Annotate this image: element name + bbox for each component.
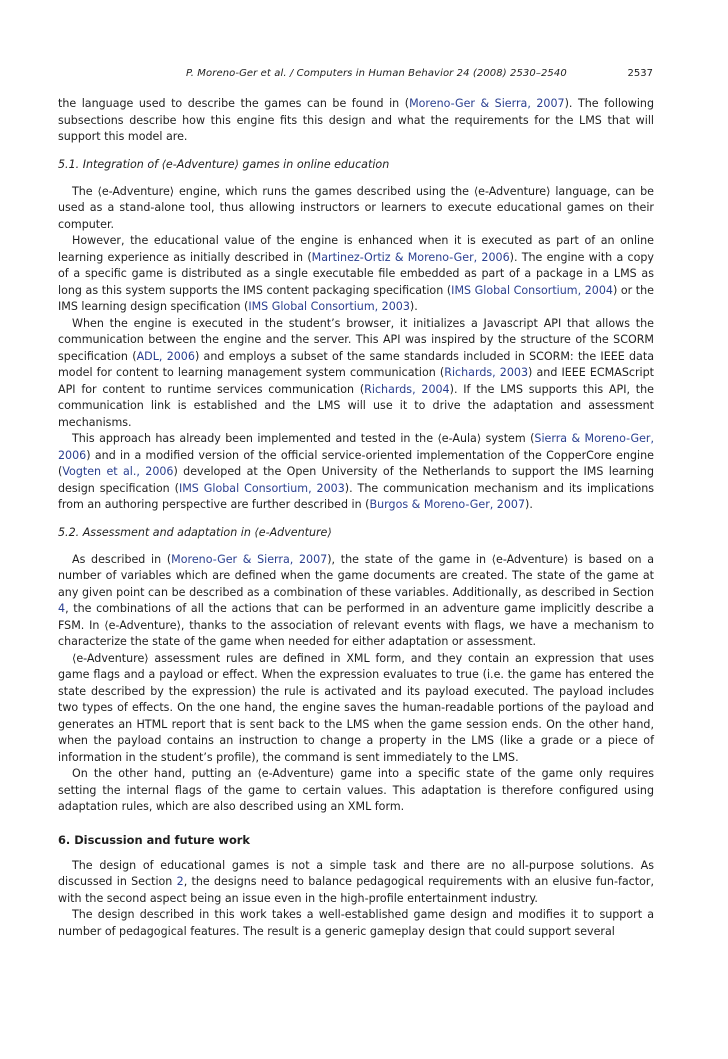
text-span: the language used to describe the games can be found in (: [58, 97, 410, 110]
paragraph: [58, 552, 654, 651]
paragraph: [58, 233, 654, 316]
section-reference-link[interactable]: 4: [58, 602, 66, 615]
paragraph: On the other hand, putting an ⟨e-Adventure⟩ game into a specific state of the game only requires setting the internal flags of the game to certain values. This adaptation is therefore configured using adaptation rules, which are also described using an XML form.: [58, 767, 654, 813]
citation-link[interactable]: Vogten et al., 2006: [62, 465, 174, 478]
text-span: ). The engine with a copy of a specific game is distributed as a single executable file embedded as part of a package in a LMS as long as this system supports the IMS content packaging specification (: [58, 250, 654, 297]
citation-link[interactable]: Moreno-Ger & Sierra, 2007: [171, 552, 328, 566]
citation-link[interactable]: Martinez-Ortiz & Moreno-Ger, 2006: [311, 250, 510, 264]
text-span: As described in (: [72, 552, 172, 566]
article-body: [58, 96, 654, 940]
text-span: , the combinations of all the actions that can be performed in an adventure game implicitly describe a FSM. In ⟨e-Adventure⟩, thanks to the association of relevant events with flags, we have a mechanism to characterize the state of the game when needed for either adaptation or assessment.: [58, 602, 654, 648]
citation-link[interactable]: Richards, 2003: [444, 366, 529, 379]
text-span: ) and employs a subset of the same standards included in SCORM: the IEEE data model for content to learning management system communication (: [58, 349, 654, 379]
running-header: [58, 68, 653, 82]
paragraph: The design described in this work takes a well-established game design and modifies it to support a number of pedagogical features. The result is a generic gameplay design that could support several: [58, 908, 654, 938]
citation-link[interactable]: Burgos & Moreno-Ger, 2007: [369, 498, 526, 511]
citation-link[interactable]: IMS Global Consortium, 2004: [451, 283, 613, 297]
section-reference-link[interactable]: 2: [176, 875, 184, 888]
text-span: The design of educational games is not a simple task and there are no all-purpose solutions. As discussed in Section: [58, 858, 654, 888]
citation-link[interactable]: Sierra & Moreno-Ger, 2006: [58, 432, 654, 462]
paragraph: [58, 316, 654, 432]
text-span: ). The communication mechanism and its implications from an authoring perspective are further described in (: [58, 481, 654, 511]
text-span: However, the educational value of the engine is enhanced when it is executed as part of an online learning experience as initially described in (: [58, 234, 654, 264]
text-span: ), the state of the game in ⟨e-Adventure⟩ is based on a number of variables which are defined when the game documents are created. The state of the game at any given point can be described as a combination of these variables. Additionally, as described in Section: [58, 552, 654, 599]
text-span: This approach has already been implemented and tested in the ⟨e-Aula⟩ system (: [72, 432, 535, 445]
citation-link[interactable]: IMS Global Consortium, 2003: [248, 300, 410, 313]
text-span: ). If the LMS supports this API, the communication link is established and the LMS will use it to drive the adaptation and assessment mechanisms.: [58, 382, 654, 429]
section-5-1-heading: 5.1. Integration of ⟨e-Adventure⟩ games in online education: [58, 157, 390, 171]
page-number: 2537: [627, 68, 653, 79]
paragraph: [58, 858, 654, 908]
intro-paragraph: [58, 96, 654, 146]
paragraph: The ⟨e-Adventure⟩ engine, which runs the games described using the ⟨e-Adventure⟩ language, can be used as a stand-alone tool, thus allowing instructors or learners to execute educational games on their computer.: [58, 184, 654, 231]
citation-link[interactable]: Moreno-Ger & Sierra, 2007: [409, 97, 565, 110]
text-span: ) and IEEE ECMAScript API for content to runtime services communication (: [58, 366, 655, 396]
text-span: ) developed at the Open University of the Netherlands to support the IMS learning design specification (: [58, 465, 654, 495]
text-span: ).: [525, 498, 533, 511]
text-span: ).: [409, 300, 418, 313]
citation-link[interactable]: IMS Global Consortium, 2003: [178, 481, 345, 495]
section-6-heading: 6. Discussion and future work: [58, 832, 250, 847]
paragraph: ⟨e-Adventure⟩ assessment rules are defined in XML form, and they contain an expression that uses game flags and a payload or effect. When the expression evaluates to true (i.e. the game has entered the state described by the expression) the rule is activated and its payload executed. The payload includes two types of effects. On the one hand, the engine saves the human-readable portions of the payload and generates an HTML report that is sent back to the LMS when the game session ends. On the other hand, when the payload contains an instruction to change a property in the LMS (like a grade or a piece of information in the student’s profile), the command is sent immediately to the LMS.: [58, 651, 654, 764]
citation-link[interactable]: ADL, 2006: [136, 349, 195, 363]
section-5-2-heading: 5.2. Assessment and adaptation in ⟨e-Adventure⟩: [58, 525, 332, 539]
paragraph: [58, 431, 654, 514]
text-span: ) and in a modified version of the official service-oriented implementation of the CopperCore engine (: [58, 448, 654, 478]
text-span: ). The following subsections describe how this engine fits this design and what the requirements for the LMS that will support this model are.: [58, 97, 654, 143]
text-span: When the engine is executed in the student’s browser, it initializes a Javascript API that allows the communication between the engine and the server. This API was inspired by the structure of the SCORM specification (: [58, 316, 654, 363]
running-title: P. Moreno-Ger et al. / Computers in Human Behavior 24 (2008) 2530–2540: [186, 68, 567, 79]
citation-link[interactable]: Richards, 2004: [364, 382, 450, 396]
text-span: , the designs need to balance pedagogical requirements with an elusive fun-factor, with the second aspect being an issue even in the high-profile entertainment industry.: [58, 875, 654, 905]
text-span: ) or the IMS learning design specification (: [58, 283, 654, 313]
